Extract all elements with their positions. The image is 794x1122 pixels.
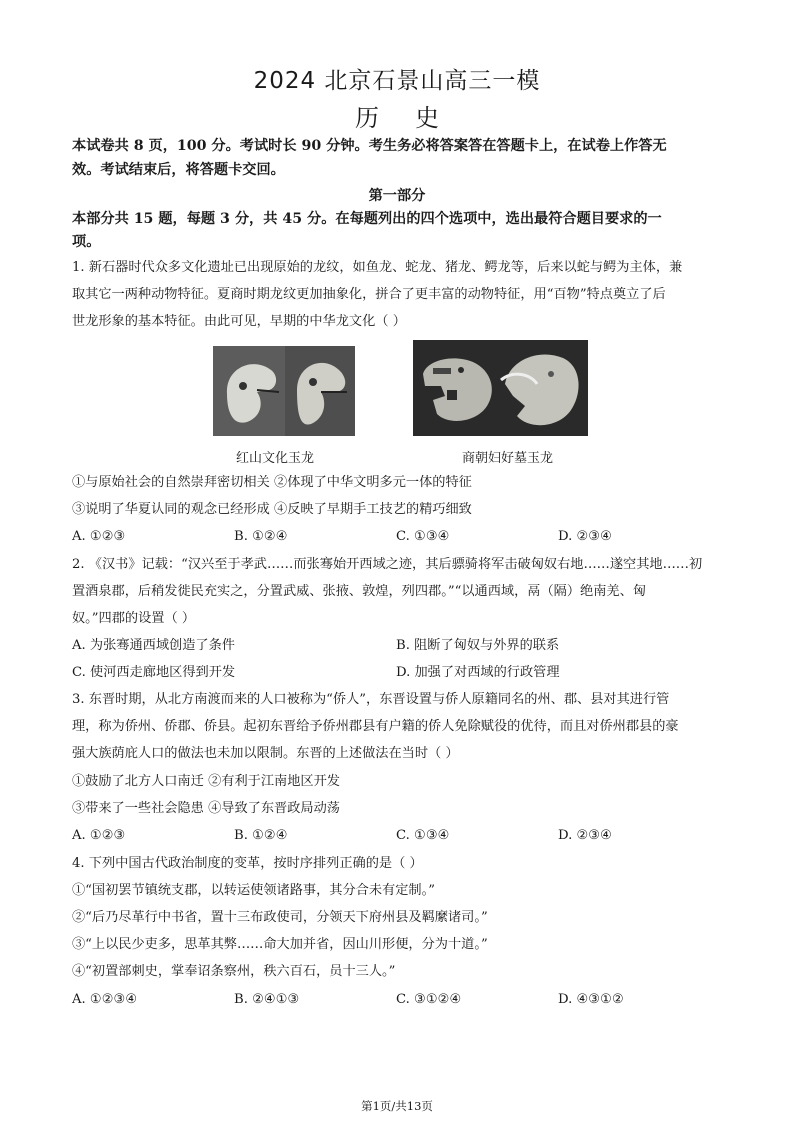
q3-option-b[interactable]: B. ①②④ [234, 828, 288, 843]
q3-statements-1: ①鼓励了北方人口南迁 ②有利于江南地区开发 [72, 774, 340, 789]
q4-item-2: ②“后乃尽革行中书省，置十三布政使司，分领天下府州县及羁縻诸司。” [72, 910, 488, 925]
q1-option-b[interactable]: B. ①②④ [234, 529, 288, 544]
instructions-line-1: 本试卷共 8 页，100 分。考试时长 90 分钟。考生务必将答案答在答题卡上，在试卷上作答无 [72, 138, 667, 154]
hongshan-jade-dragon-image [213, 346, 355, 436]
page-title: 2024 北京石景山高三一模 [253, 68, 541, 94]
q1-option-c[interactable]: C. ①③④ [396, 529, 450, 544]
q3-stem-line-1: 3. 东晋时期，从北方南渡而来的人口被称为“侨人”，东晋设置与侨人原籍同名的州、郡、县对其进行管 [72, 692, 670, 707]
q1-stem-line-2: 取其它一两种动物特征。夏商时期龙纹更加抽象化，拼合了更丰富的动物特征，用“百物”特点奠立了后 [72, 287, 666, 302]
q1-stem-line-1: 1. 新石器时代众多文化遗址已出现原始的龙纹，如鱼龙、蛇龙、猪龙、鳄龙等，后来以蛇与鳄为主体，兼 [72, 260, 683, 275]
hongshan-jade-dragon-illustration [213, 346, 355, 436]
caption-hongshan: 红山文化玉龙 [236, 451, 315, 466]
section-desc-1: 本部分共 15 题，每题 3 分，共 45 分。在每题列出的四个选项中，选出最符合题目要求的一 [72, 211, 662, 227]
q1-option-a[interactable]: A. ①②③ [72, 529, 126, 544]
fuhao-jade-dragon-image [413, 340, 588, 436]
subject-title: 历史 [355, 104, 475, 132]
q3-stem-line-2: 理，称为侨州、侨郡、侨县。起初东晋给予侨州郡县有户籍的侨人免除赋役的优待，而且对侨州郡县的豪 [72, 719, 679, 734]
q4-option-d[interactable]: D. ④③①② [558, 992, 624, 1007]
caption-fuhao: 商朝妇好墓玉龙 [462, 451, 554, 466]
q1-stem-line-3: 世龙形象的基本特征。由此可见，早期的中华龙文化（ ） [72, 314, 406, 329]
section-title: 第一部分 [368, 188, 426, 204]
page-number: 第1页/共13页 [361, 1099, 433, 1113]
q3-option-c[interactable]: C. ①③④ [396, 828, 450, 843]
q4-stem: 4. 下列中国古代政治制度的变革，按时序排列正确的是（ ） [72, 856, 423, 871]
fuhao-jade-dragon-illustration [413, 340, 588, 436]
q4-item-4: ④“初置部刺史，掌奉诏条察州，秩六百石，员十三人。” [72, 964, 396, 979]
q2-option-a[interactable]: A. 为张骞通西域创造了条件 [72, 638, 235, 653]
q3-option-a[interactable]: A. ①②③ [72, 828, 126, 843]
q1-statements-2: ③说明了华夏认同的观念已经形成 ④反映了早期手工技艺的精巧细致 [72, 502, 472, 517]
instructions-line-2: 效。考试结束后，将答题卡交回。 [72, 162, 285, 178]
q1-statements-1: ①与原始社会的自然崇拜密切相关 ②体现了中华文明多元一体的特征 [72, 475, 472, 490]
q2-stem-line-1: 2. 《汉书》记载：“汉兴至于孝武……而张骞始开西域之迹，其后骠骑将军击破匈奴右地……遂空其地……初 [72, 557, 703, 572]
q3-option-d[interactable]: D. ②③④ [558, 828, 612, 843]
q1-option-d[interactable]: D. ②③④ [558, 529, 612, 544]
q4-option-a[interactable]: A. ①②③④ [72, 992, 138, 1007]
section-desc-2: 项。 [72, 234, 101, 250]
q4-item-1: ①“国初罢节镇统支郡，以转运使领诸路事，其分合未有定制。” [72, 883, 435, 898]
q4-item-3: ③“上以民少吏多，思革其弊……命大加并省，因山川形便，分为十道。” [72, 937, 488, 952]
q2-stem-line-3: 奴。”四郡的设置（ ） [72, 611, 196, 626]
q4-option-b[interactable]: B. ②④①③ [234, 992, 300, 1007]
q3-statements-2: ③带来了一些社会隐患 ④导致了东晋政局动荡 [72, 801, 340, 816]
q2-option-d[interactable]: D. 加强了对西域的行政管理 [396, 665, 560, 680]
q3-stem-line-3: 强大族荫庇人口的做法也未加以限制。东晋的上述做法在当时（ ） [72, 746, 459, 761]
q2-stem-line-2: 置酒泉郡，后稍发徙民充实之，分置武威、张掖、敦煌，列四郡。”“以通西域，鬲（隔）绝南羌、匈 [72, 584, 646, 599]
q2-option-b[interactable]: B. 阻断了匈奴与外界的联系 [396, 638, 560, 653]
q2-option-c[interactable]: C. 使河西走廊地区得到开发 [72, 665, 236, 680]
q4-option-c[interactable]: C. ③①②④ [396, 992, 462, 1007]
